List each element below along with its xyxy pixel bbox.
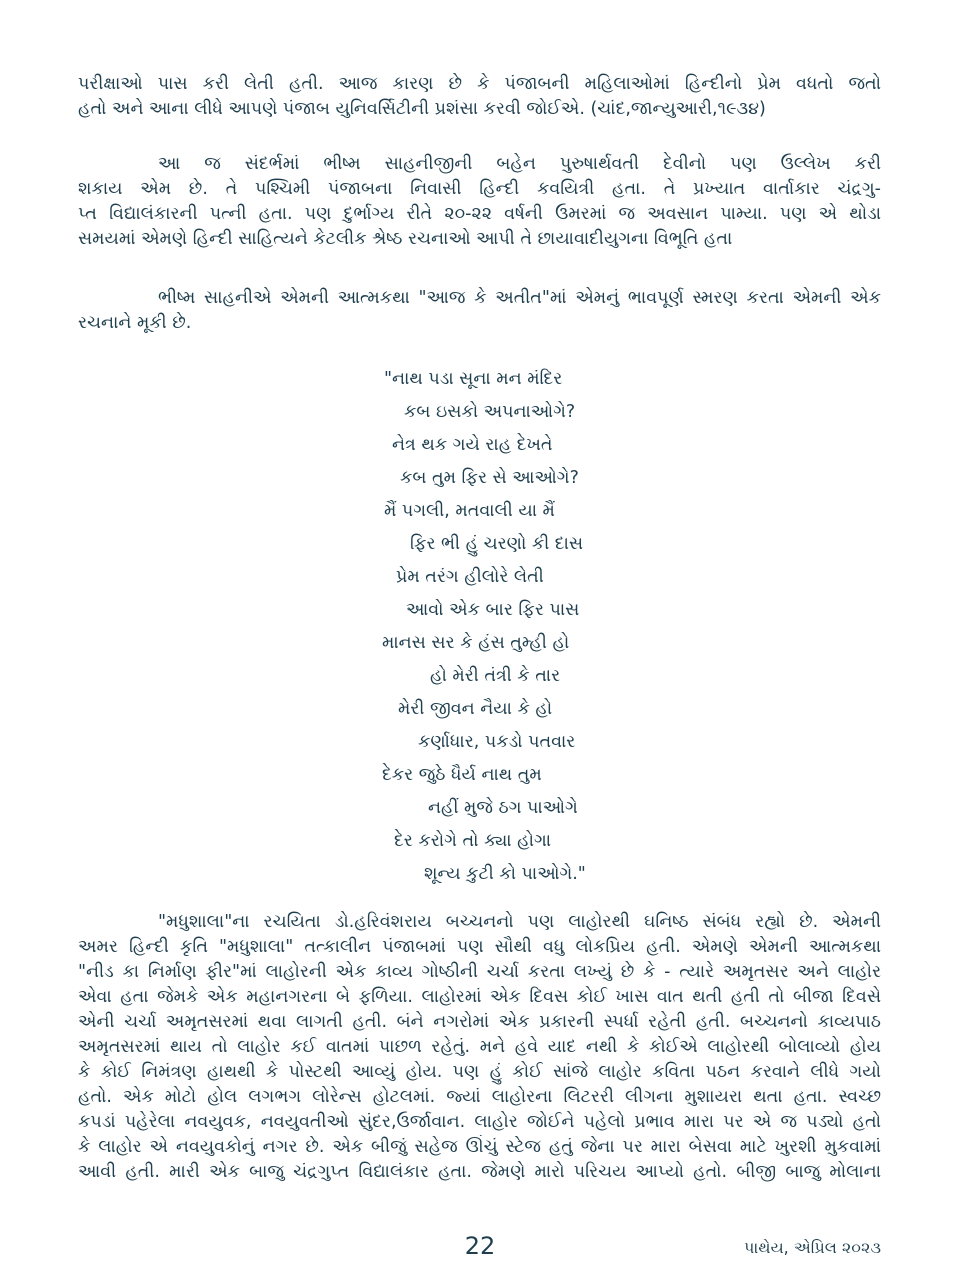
text-line: "નીડ કા નિર્માણ ફીર"માં લાહોરની એક કાવ્ય ગોષ્ઠીની ચર્ચા કરતા લખ્યું છે કે - ત્યારે અમૃતસર અને લાહોર [78, 962, 881, 982]
paragraph-3 [78, 286, 881, 336]
text-line: ભીષ્મ સાહનીએ એમની આત્મકથા "આજ કે અતીત"માં એમનું ભાવપૂર્ણ સ્મરણ કરતા એમની એક [158, 288, 881, 308]
poem-line: કબ તુમ ફિર સે આઓગે? [400, 468, 579, 488]
poem-line: ફિર ભી હું ચરણો કી દાસ [410, 534, 584, 554]
text-line: આવી હતી. મારી એક બાજુ ચંદ્રગુપ્ત વિદ્યાલંકાર હતા. જેમણે મારો પરિચય આપ્યો હતો. બીજી બાજુ મોલાના [78, 1162, 881, 1182]
text-line: શકાય એમ છે. તે પશ્ચિમી પંજાબના નિવાસી હિન્દી કવયિત્રી હતા. તે પ્રખ્યાત વાર્તાકાર ચંદ્રગુ- [78, 179, 881, 199]
paragraph-4 [78, 910, 881, 1185]
poem-line: દેકર જુઠે ધૈર્ય નાથ તુમ [382, 765, 542, 785]
magazine-issue: પાથેય, એપ્રિલ ૨૦૨૩ [744, 1238, 881, 1257]
poem-line: નહીં મુજે ઠગ પાઓગે [428, 798, 578, 818]
text-line: પ્ત વિદ્યાલંકારની પત્ની હતા. પણ દુર્ભાગ્ય રીતે ૨૦-૨૨ વર્ષની ઉંમરમાં જ અવસાન પામ્યા. પણ એ થોડા [78, 204, 881, 224]
text-line: કે કોઈ નિમંત્રણ હાથથી કે પોસ્ટથી આવ્યું હોય. પણ હું કોઈ સાંજે લાહોર કવિતા પઠન કરવાને લીધે ગયો [78, 1062, 881, 1082]
poem-line: શૂન્ય કુટી કો પાઓગે." [424, 864, 586, 884]
page-number: 22 [464, 1232, 496, 1260]
text-line: એવા હતા જેમકે એક મહાનગરના બે ફળિયા. લાહોરમાં એક દિવસ કોઈ ખાસ વાત થતી હતી તો બીજા દિવસે [78, 987, 881, 1007]
text-line: હતો અને આના લીધે આપણે પંજાબ યુનિવર્સિટીની પ્રશંસા કરવી જોઈએ. (ચાંદ,જાન્યુઆરી,૧૯૩૪) [78, 99, 766, 119]
text-line: અમર હિન્દી કૃતિ "મધુશાલા" તત્કાલીન પંજાબમાં પણ સૌથી વધુ લોકપ્રિય હતી. એમણે એમની આત્મકથા [78, 937, 881, 957]
text-line: સમયમાં એમણે હિન્દી સાહિત્યને કેટલીક શ્રેષ્ઠ રચનાઓ આપી તે છાયાવાદીયુગના વિભૂતિ હતા [78, 229, 733, 249]
text-line: અમૃતસરમાં થાય તો લાહોર કઈ વાતમાં પાછળ રહેતું. મને હવે યાદ નથી કે કોઈએ લાહોરથી બોલાવ્યો હોય [78, 1037, 881, 1057]
text-line: હતો. એક મોટો હોલ લગભગ લોરેન્સ હોટલમાં. જ્યાં લાહોરના લિટરરી લીગના મુશાયરા થતા હતા. સ્વચ્છ [78, 1087, 881, 1107]
poem-line: કર્ણાધાર, પકડો પતવાર [418, 732, 576, 752]
text-line: "મધુશાલા"ના રચયિતા ડો.હરિવંશરાય બચ્ચનનો પણ લાહોરથી ઘનિષ્ઠ સંબંધ રહ્યો છે. એમની [158, 912, 881, 932]
text-line: રચનાને મૂકી છે. [78, 313, 192, 333]
poem-line: પ્રેમ તરંગ હીલોરે લેતી [396, 567, 544, 587]
text-line: એની ચર્ચા અમૃતસરમાં થવા લાગતી હતી. બંને નગરોમાં એક પ્રકારની સ્પર્ધા રહેતી હતી. બચ્ચનનો કાવ્યપાઠ [78, 1012, 881, 1032]
text-line: પરીક્ષાઓ પાસ કરી લેતી હતી. આજ કારણ છે કે પંજાબની મહિલાઓમાં હિન્દીનો પ્રેમ વધતો જતો [78, 74, 881, 94]
poem-line: આવો એક બાર ફિર પાસ [406, 600, 580, 620]
text-line: કપડાં પહેરેલા નવયુવક, નવયુવતીઓ સુંદર,ઉર્જાવાન. લાહોર જોઈને પહેલો પ્રભાવ મારા પર એ જ પડ્યો હતો [78, 1112, 881, 1132]
paragraph-1 [78, 72, 881, 122]
poem-line: મેરી જીવન નૈયા કે હો [398, 699, 553, 719]
poem-line: કબ ઇસકો અપનાઓગે? [404, 402, 576, 422]
poem-line: મૈં પગલી, મતવાલી યા મૈં [384, 501, 555, 521]
text-line: આ જ સંદર્ભમાં ભીષ્મ સાહનીજીની બહેન પુરુષાર્થવતી દેવીનો પણ ઉલ્લેખ કરી [158, 154, 881, 174]
poem-line: દેર કરોગે તો ક્યા હોગા [394, 831, 552, 851]
poem-line: હો મેરી તંત્રી કે તાર [430, 666, 561, 686]
text-line: કે લાહોર એ નવયુવકોનું નગર છે. એક બીજું સહેજ ઊંચું સ્ટેજ હતું જેના પર મારા બેસવા માટે ખુરશી મુકવામાં [78, 1137, 881, 1157]
poem-line: "નાથ પડા સૂના મન મંદિર [384, 369, 563, 389]
paragraph-2 [78, 152, 881, 252]
poem-line: નેત્ર થક ગયે રાહ દેખતે [392, 435, 553, 455]
poem-line: માનસ સર કે હંસ તુમ્હી હો [382, 633, 570, 653]
